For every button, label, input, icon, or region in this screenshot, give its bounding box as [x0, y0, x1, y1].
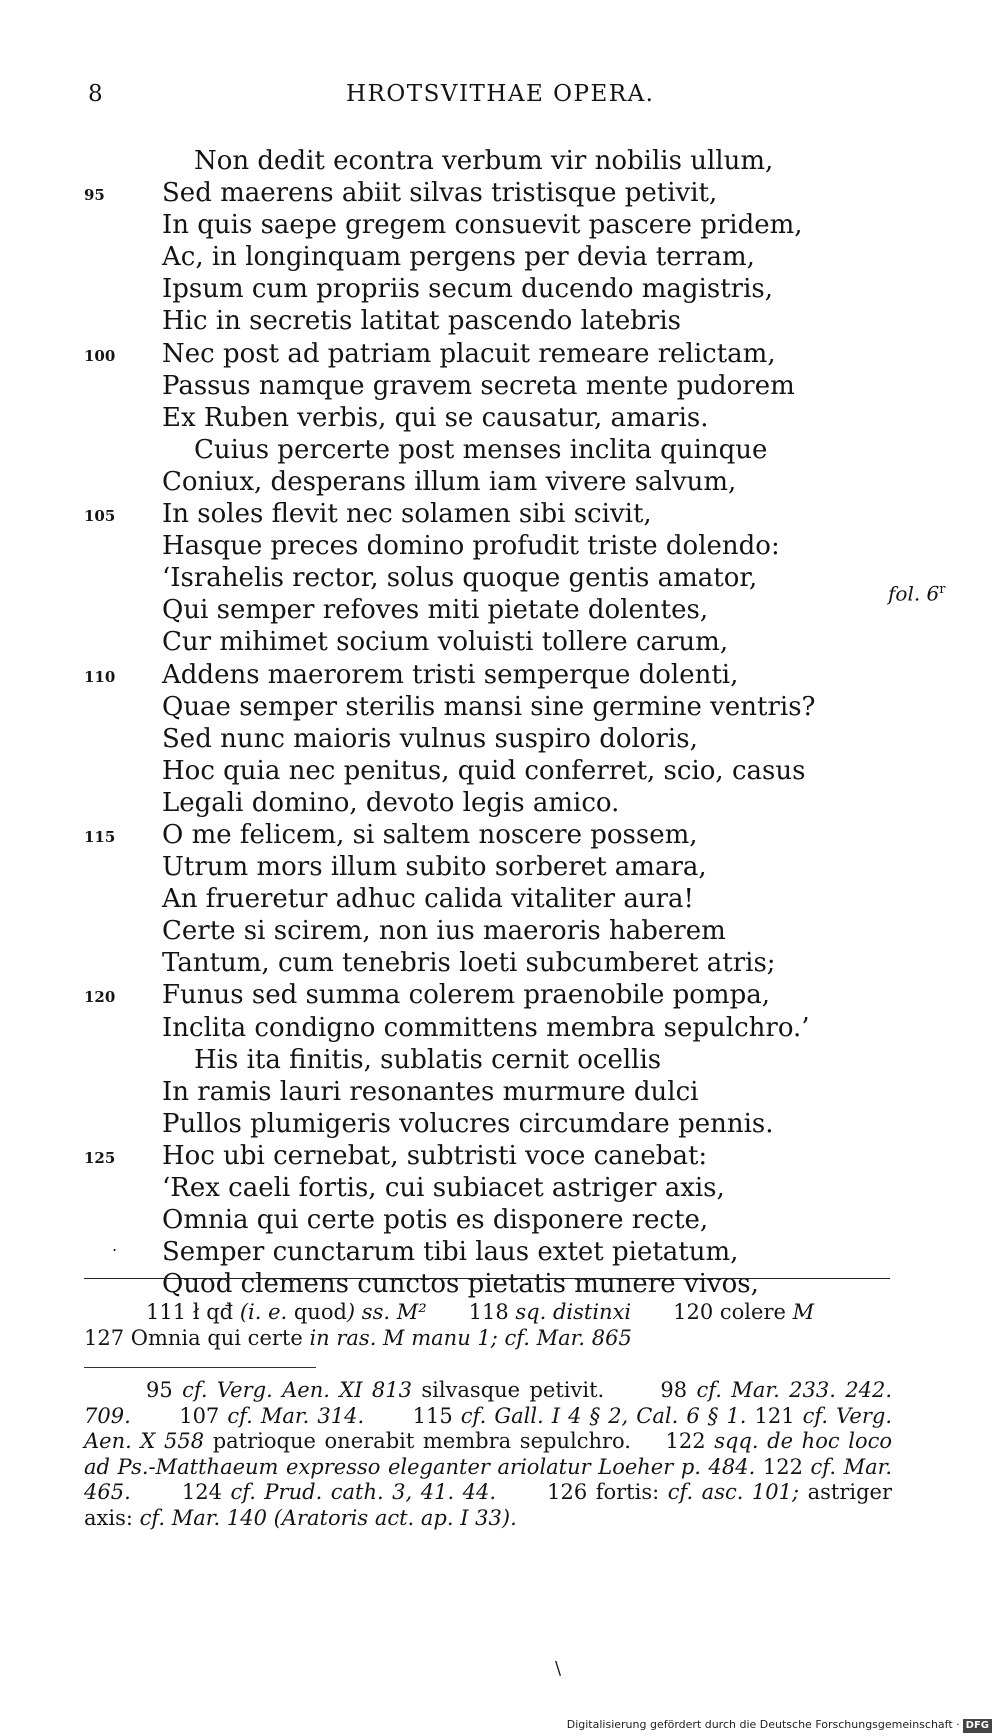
apparatus-segment: in ras. M manu 1; cf. Mar. 865 [309, 1325, 632, 1350]
verse-text: In soles flevit nec solamen sibi scivit, [162, 499, 652, 530]
verse-text: Ipsum cum propriis secum ducendo magistris, [162, 274, 774, 305]
sources-segment: cf. Mar. 465. [84, 1454, 899, 1504]
dfg-logo: DFG [963, 1719, 992, 1733]
verse-text: Nec post ad patriam placuit remeare relictam, [162, 338, 776, 369]
sources-segment: 107 [130, 1403, 228, 1428]
sources-segment: patrioque onerabit membra sepulchro. 122 [212, 1429, 715, 1453]
apparatus-segment: 127 Omnia qui certe [84, 1325, 310, 1350]
verse-line [0, 402, 1000, 434]
sources-segment: 115 [364, 1403, 461, 1428]
verse-line [0, 434, 1000, 466]
verse-line [0, 209, 1000, 241]
verse-text: Hic in secretis latitat pascendo latebris [162, 306, 681, 337]
apparatus-divider [84, 1278, 890, 1279]
apparatus-segment: 120 colere [673, 1300, 793, 1324]
verse-text: Quod clemens cunctos pietatis munere vivos, [162, 1269, 759, 1300]
apparatus-segment: (i. e. [239, 1300, 294, 1324]
verse-line [0, 915, 1000, 947]
line-number: 110 [84, 667, 116, 686]
sources-segment: cf. Mar. 314. [227, 1403, 365, 1428]
verse-text: Pullos plumigeris volucres circumdare pennis. [162, 1108, 774, 1139]
line-number: 105 [84, 507, 116, 526]
verse-line [0, 530, 1000, 562]
verse-text: Cur mihimet socium voluisti tollere carum, [162, 627, 729, 658]
line-number: 95 [84, 186, 105, 205]
verse-text: ‘Rex caeli fortis, cui subiacet astriger axis, [162, 1173, 725, 1203]
stray-mark: . [112, 1236, 118, 1255]
verse-text: O me felicem, si saltem noscere possem, [162, 819, 698, 850]
verse-line [0, 370, 1000, 402]
running-title: HROTSVITHAE OPERA. [346, 81, 655, 107]
line-number: 115 [84, 827, 116, 846]
verse-line [0, 594, 1000, 626]
verse-line [0, 883, 1000, 915]
apparatus-paragraph [84, 1326, 892, 1352]
stray-mark-bottom: \ [555, 1658, 562, 1679]
sources-segment: cf. asc. 101; [667, 1480, 800, 1504]
verse-line [0, 177, 1000, 209]
verse-text: Tantum, cum tenebris loeti subcumberet atris; [162, 948, 776, 979]
apparatus-segment: 111 ł qđ [146, 1300, 240, 1324]
verse-text: Non dedit econtra verbum vir nobilis ullum, [194, 146, 774, 176]
verse-line [0, 498, 1000, 530]
verse-text: Passus namque gravem secreta mente pudorem [162, 370, 795, 401]
verse-line [0, 947, 1000, 979]
verse-line [0, 466, 1000, 498]
verse-line [0, 1076, 1000, 1108]
verse-text: Ex Ruben verbis, qui se causatur, amaris. [162, 402, 709, 433]
apparatus-segment: 118 [468, 1300, 516, 1324]
verse-line [0, 787, 1000, 819]
sources-segment: cf. Mar. 233. 242. 709. [84, 1378, 899, 1428]
apparatus-segment: M [792, 1300, 815, 1324]
sources-segment: 95 [146, 1378, 183, 1402]
verse-text: In quis saepe gregem consuevit pascere pridem, [162, 210, 803, 241]
verse-line [0, 1268, 1000, 1300]
verse-text: Semper cunctarum tibi laus extet pietatum, [162, 1237, 739, 1268]
verse-text: Qui semper refoves miti pietate dolentes, [162, 595, 709, 626]
verse-line [0, 659, 1000, 691]
verse-line [0, 1108, 1000, 1140]
sources-segment: astriger axis: [84, 1480, 899, 1530]
verse-line [0, 723, 1000, 755]
critical-apparatus [84, 1300, 892, 1351]
verse-line [0, 819, 1000, 851]
apparatus-segment: sq. distinxi [515, 1300, 632, 1324]
verse-text: Inclita condigno committens membra sepulchro.’ [162, 1012, 810, 1043]
verse-text: Hoc quia nec penitus, quid conferret, scio, casus [162, 755, 806, 786]
verse-text: ‘Israhelis rector, solus quoque gentis amator, [162, 563, 758, 594]
verse-text: In ramis lauri resonantes murmure dulci [162, 1076, 699, 1107]
verse-line [0, 626, 1000, 658]
page-number: 8 [88, 81, 103, 107]
verse-text: Hasque preces domino profudit triste dolendo: [162, 531, 780, 562]
verse-line [0, 1204, 1000, 1236]
verse-block [0, 145, 1000, 1300]
sources-segment: silvasque petivit. 98 [421, 1378, 697, 1402]
source-notes [84, 1378, 899, 1531]
verse-line [0, 273, 1000, 305]
verse-text: His ita finitis, sublatis cernit ocellis [194, 1044, 662, 1075]
sources-segment: cf. Gall. I 4 § 2, Cal. 6 § 1. [460, 1403, 747, 1428]
verse-text: Omnia qui certe potis es disponere recte, [162, 1205, 709, 1236]
verse-text: Certe si scirem, non ius maeroris haberem [162, 916, 726, 947]
verse-line [0, 1236, 1000, 1268]
verse-text: An frueretur adhuc calida vitaliter aura! [162, 884, 694, 915]
verse-text: Funus sed summa colerem praenobile pompa, [162, 980, 770, 1011]
sources-segment: 121 [746, 1403, 803, 1428]
verse-line [0, 691, 1000, 723]
verse-text: Coniux, desperans illum iam vivere salvum, [162, 466, 737, 497]
verse-text: Quae semper sterilis mansi sine germine ventris? [162, 691, 816, 722]
sources-segment: sqq. de hoc loco ad Ps.-Matthaeum expresso eleganter ariolatur Loeher p. 484. [84, 1429, 899, 1479]
verse-line [0, 241, 1000, 273]
sources-segment: 126 fortis: [496, 1480, 668, 1504]
line-number: 120 [84, 988, 116, 1007]
verse-text: Legali domino, devoto legis amico. [162, 787, 620, 818]
verse-text: Ac, in longinquam pergens per devia terram, [162, 242, 755, 273]
verse-text: Cuius percerte post menses inclita quinque [194, 434, 768, 465]
verse-line [0, 979, 1000, 1011]
sources-segment: 124 [130, 1480, 231, 1504]
verse-line [0, 562, 1000, 594]
sources-segment: 122 [755, 1454, 811, 1479]
verse-text: Addens maerorem tristi semperque dolenti, [162, 659, 739, 690]
verse-line [0, 305, 1000, 337]
apparatus-segment: ) ss. M² [346, 1300, 427, 1324]
verse-line [0, 851, 1000, 883]
line-number: 100 [84, 346, 116, 365]
sources-segment: cf. Verg. Aen. XI 813 [182, 1378, 422, 1402]
verse-line [0, 145, 1000, 177]
folio-margin-note: fol. 6$^r$ [888, 581, 946, 606]
verse-line [0, 1140, 1000, 1172]
verse-line [0, 1172, 1000, 1204]
apparatus-segment: quod [293, 1300, 347, 1324]
verse-text: Hoc ubi cernebat, subtristi voce canebat: [162, 1140, 708, 1171]
verse-line [0, 338, 1000, 370]
line-number: 125 [84, 1148, 116, 1167]
verse-text: Utrum mors illum subito sorberet amara, [162, 852, 707, 883]
sources-segment: cf. Mar. 140 (Aratoris act. ap. I 33). [139, 1505, 517, 1530]
apparatus-paragraph [84, 1300, 892, 1326]
verse-line [0, 755, 1000, 787]
digitization-credit: Digitalisierung gefördert durch die Deutsche Forschungsgemeinschaft · DFG [567, 1718, 992, 1733]
verse-line [0, 1044, 1000, 1076]
verse-text: Sed maerens abiit silvas tristisque petivit, [162, 178, 718, 209]
sources-divider [84, 1367, 316, 1368]
verse-text: Sed nunc maioris vulnus suspiro doloris, [162, 723, 698, 754]
sources-segment: cf. Prud. cath. 3, 41. 44. [230, 1480, 497, 1504]
verse-line [0, 1012, 1000, 1044]
sources-paragraph [84, 1378, 899, 1531]
sources-segment: cf. Verg. Aen. X 558 [84, 1403, 899, 1453]
